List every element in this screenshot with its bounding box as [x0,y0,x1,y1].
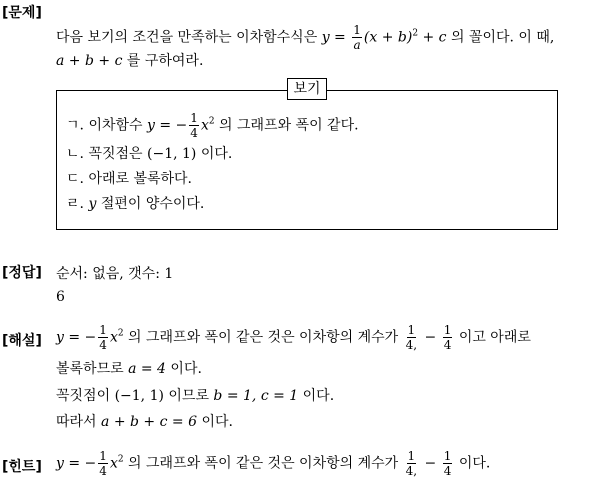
math-var: y [56,455,64,472]
explanation-text: 의 그래프와 폭이 같은 것은 이차항의 계수가 [128,329,399,346]
math-op: = − [63,329,97,346]
answer-order: 순서: 없음, 갯수: 1 [56,266,174,282]
fraction [189,112,199,139]
condition-marker: ㄷ. [66,171,84,187]
math-op: − [420,455,441,472]
fraction-denominator: a [353,38,361,52]
math-expr: + c [418,29,447,46]
explanation-line-3 [56,385,334,405]
condition-text: 이다. [200,146,233,162]
math-var: y [88,196,97,212]
math-op: − [420,329,441,346]
math-op: = − [154,117,188,134]
fraction-numerator: 1 [443,449,452,463]
problem-text: 다음 보기의 조건을 만족하는 이차함수식은 [56,29,318,46]
fraction-denominator: 4 [99,338,107,352]
fraction-denominator: 4 [99,464,107,478]
math-var: x [200,117,209,134]
problem-line-2 [56,50,203,70]
fraction [443,324,453,351]
hint-label: [힌트] [2,459,42,475]
math-var: x [109,455,118,472]
condition-marker: ㄹ. [66,196,84,212]
condition-text: 절편이 양수이다. [100,196,205,212]
problem-text: 를 구하여라. [126,53,204,69]
math-expr: b = 1, c = 1 [213,388,299,404]
explanation-text: 볼록하므로 [56,361,124,377]
math-expr: a + b + c = 6 [101,414,197,430]
explanation-line-4 [56,411,233,431]
fraction-denominator: 4 [190,126,198,140]
fraction-denominator: 4, [405,464,418,478]
problem-text: 의 꼴이다. 이 때, [450,29,555,46]
hint-text: 의 그래프와 폭이 같은 것은 이차항의 계수가 [128,455,399,472]
fraction-numerator: 1 [353,23,361,37]
math-var: y [147,117,155,134]
condition-marker: ㄴ. [66,146,84,162]
fraction-numerator: 1 [99,449,107,463]
fraction-numerator: 1 [99,323,107,337]
fraction [352,24,362,51]
condition-item [66,112,359,139]
answer-value: 6 [56,289,65,305]
fraction-numerator: 1 [407,449,416,463]
condition-marker: ㄱ. [66,117,84,134]
math-var: y [56,329,64,346]
answer-label: [정답] [2,265,42,281]
hint-text: 이다. [458,455,491,472]
fraction-numerator: 1 [190,111,198,125]
condition-text: 아래로 볼록하다. [88,171,193,187]
fraction-denominator: 4 [443,464,452,478]
hint-line [56,450,490,477]
conditions-box-title: 보기 [287,78,327,100]
fraction [98,450,108,477]
condition-text: 꼭짓점은 [88,146,143,162]
fraction-numerator: 1 [407,323,416,337]
math-expr: a = 4 [128,361,166,377]
explanation-text: 이다. [302,388,335,404]
math-expr: (−1, 1) [114,388,164,404]
math-var: y [321,29,330,46]
condition-item [66,168,192,188]
math-exponent: 2 [117,328,124,339]
math-exponent: 2 [117,454,124,465]
explanation-label: [해설] [2,333,42,349]
math-exponent: 2 [208,116,215,127]
condition-text: 의 그래프와 폭이 같다. [219,117,359,134]
math-op: = − [63,455,97,472]
explanation-text: 이고 아래로 [458,329,531,346]
explanation-text: 이다. [201,414,233,430]
fraction-denominator: 4 [443,338,452,352]
fraction [443,450,453,477]
explanation-text: 꼭짓점이 [56,388,111,404]
math-exponent: 2 [412,28,419,39]
math-expr: (−1, 1) [147,146,197,162]
explanation-text: 따라서 [56,414,97,430]
condition-item [66,143,232,163]
problem-label: [문제] [2,5,42,21]
fraction [405,450,418,477]
math-expr: (x + b) [363,29,413,46]
problem-line-1 [56,24,554,51]
explanation-text: 이다. [170,361,202,377]
condition-text: 이차함수 [88,117,143,134]
fraction-numerator: 1 [443,323,452,337]
math-var: x [109,329,118,346]
fraction [98,324,108,351]
fraction-denominator: 4, [405,338,418,352]
explanation-text: 이므로 [168,388,209,404]
math-expr: a + b + c [56,53,123,69]
math-op: = [329,29,351,46]
condition-item [66,193,204,213]
explanation-line-1 [56,324,531,351]
explanation-line-2 [56,358,202,378]
fraction [405,324,418,351]
